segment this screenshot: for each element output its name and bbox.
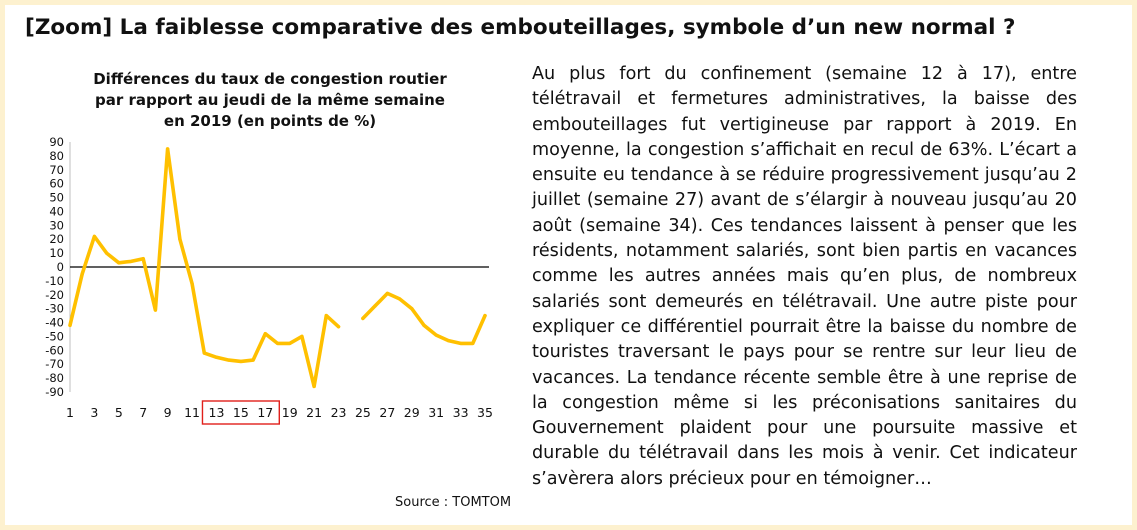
data-point bbox=[81, 272, 84, 275]
data-point bbox=[398, 297, 401, 300]
y-tick-label: 10 bbox=[49, 246, 64, 261]
x-tick-label: 19 bbox=[281, 405, 298, 420]
y-tick-label: 40 bbox=[49, 204, 64, 219]
commentary-paragraph: Au plus fort du confinement (semaine 12 à 17), entre télétravail et fermetures administratives, la baisse des embouteillages fut vertigineuse par rapport à 2019. En moyenne, la congestion s’affichait en recul de 63%. L’écart a ensuite eu tendance à se réduire progressivement jusqu’au 2 juillet (semaine 27) avant de s’élargir à nouveau jusqu’au 20 août (semaine 34). Ces tendances laissent à penser que les résidents, notamment salariés, sont bien partis en vacances comme les autres années mais qu’en plus, de nombreux salariés sont demeurés en télétravail. Une autre piste pour expliquer ce différentiel pourrait être la baisse du nombre de touristes traversant le pays pour se rentre sur leur lieu de vacances. La tendance récente semble être à une reprise de la congestion même si les préconisations sanitaires du Gouvernement plaident pour une poursuite massive et durable du télétravail dans les mois à venir. Cet indicateur s’avèrera alors précieux pour en témoigner… bbox=[532, 64, 1077, 489]
data-point bbox=[325, 314, 328, 317]
y-tick-label: 30 bbox=[49, 218, 64, 233]
x-tick-label: 23 bbox=[330, 405, 347, 420]
panel-title: [Zoom] La faiblesse comparative des embouteillages, symbole d’un new normal ? bbox=[25, 15, 1016, 40]
x-tick-label: 33 bbox=[452, 405, 469, 420]
x-tick-label: 13 bbox=[208, 405, 225, 420]
data-point bbox=[154, 308, 157, 311]
data-point bbox=[422, 324, 425, 327]
data-point bbox=[337, 325, 340, 328]
x-tick-label: 11 bbox=[184, 405, 201, 420]
y-tick-label: 70 bbox=[49, 162, 64, 177]
y-tick-label: 90 bbox=[49, 135, 64, 149]
x-tick-label: 21 bbox=[306, 405, 323, 420]
data-point bbox=[166, 147, 169, 150]
congestion-chart bbox=[25, 65, 515, 510]
x-tick-label: 9 bbox=[163, 405, 172, 420]
data-point bbox=[374, 304, 377, 307]
chart-title-line-2: par rapport au jeudi de la même semaine bbox=[95, 91, 445, 109]
series-line bbox=[70, 149, 339, 387]
data-point bbox=[142, 257, 145, 260]
data-point bbox=[483, 314, 486, 317]
data-point bbox=[386, 292, 389, 295]
chart-title-line-1: Différences du taux de congestion routier bbox=[93, 70, 447, 88]
y-tick-label: -30 bbox=[45, 301, 64, 316]
data-point bbox=[251, 358, 254, 361]
data-point bbox=[264, 332, 267, 335]
x-tick-label: 31 bbox=[428, 405, 445, 420]
y-tick-label: -50 bbox=[45, 329, 64, 344]
data-point bbox=[471, 342, 474, 345]
x-tick-label: 15 bbox=[232, 405, 249, 420]
data-point bbox=[93, 235, 96, 238]
y-tick-label: -80 bbox=[45, 371, 64, 386]
data-point bbox=[276, 342, 279, 345]
data-point bbox=[447, 339, 450, 342]
data-point bbox=[178, 238, 181, 241]
data-point bbox=[313, 385, 316, 388]
data-point bbox=[129, 260, 132, 263]
x-tick-label: 27 bbox=[379, 405, 396, 420]
data-point bbox=[300, 335, 303, 338]
y-tick-label: -20 bbox=[45, 287, 64, 302]
data-point bbox=[410, 307, 413, 310]
data-point bbox=[435, 333, 438, 336]
x-tick-label: 3 bbox=[90, 405, 99, 420]
x-tick-label: 1 bbox=[66, 405, 74, 420]
x-tick-label: 35 bbox=[477, 405, 493, 420]
data-point bbox=[288, 342, 291, 345]
chart-title-line-3: en 2019 (en points de %) bbox=[163, 112, 377, 130]
y-tick-label: -90 bbox=[45, 385, 64, 399]
y-tick-label: -40 bbox=[45, 315, 64, 330]
data-point bbox=[68, 324, 71, 327]
data-point bbox=[105, 252, 108, 255]
x-tick-label: 5 bbox=[114, 405, 123, 420]
x-tick-label: 25 bbox=[354, 405, 371, 420]
y-tick-label: -70 bbox=[45, 357, 64, 372]
data-point bbox=[117, 261, 120, 264]
y-tick-label: 60 bbox=[49, 176, 64, 191]
x-tick-label: 17 bbox=[257, 405, 274, 420]
data-point bbox=[239, 360, 242, 363]
data-point bbox=[361, 317, 364, 320]
y-tick-label: 50 bbox=[49, 190, 64, 205]
y-tick-label: -10 bbox=[45, 273, 64, 288]
x-tick-label: 29 bbox=[403, 405, 420, 420]
y-tick-label: 80 bbox=[49, 148, 64, 163]
chart-plot bbox=[25, 65, 515, 465]
chart-source: Source : TOMTOM bbox=[395, 495, 512, 510]
data-point bbox=[190, 282, 193, 285]
y-tick-label: 0 bbox=[56, 260, 64, 274]
y-tick-label: -60 bbox=[45, 343, 64, 358]
x-tick-label: 7 bbox=[139, 405, 148, 420]
data-point bbox=[227, 358, 230, 361]
data-point bbox=[215, 356, 218, 359]
series-line bbox=[363, 293, 485, 343]
data-point bbox=[203, 352, 206, 355]
y-tick-label: 20 bbox=[49, 232, 64, 247]
data-point bbox=[459, 342, 462, 345]
